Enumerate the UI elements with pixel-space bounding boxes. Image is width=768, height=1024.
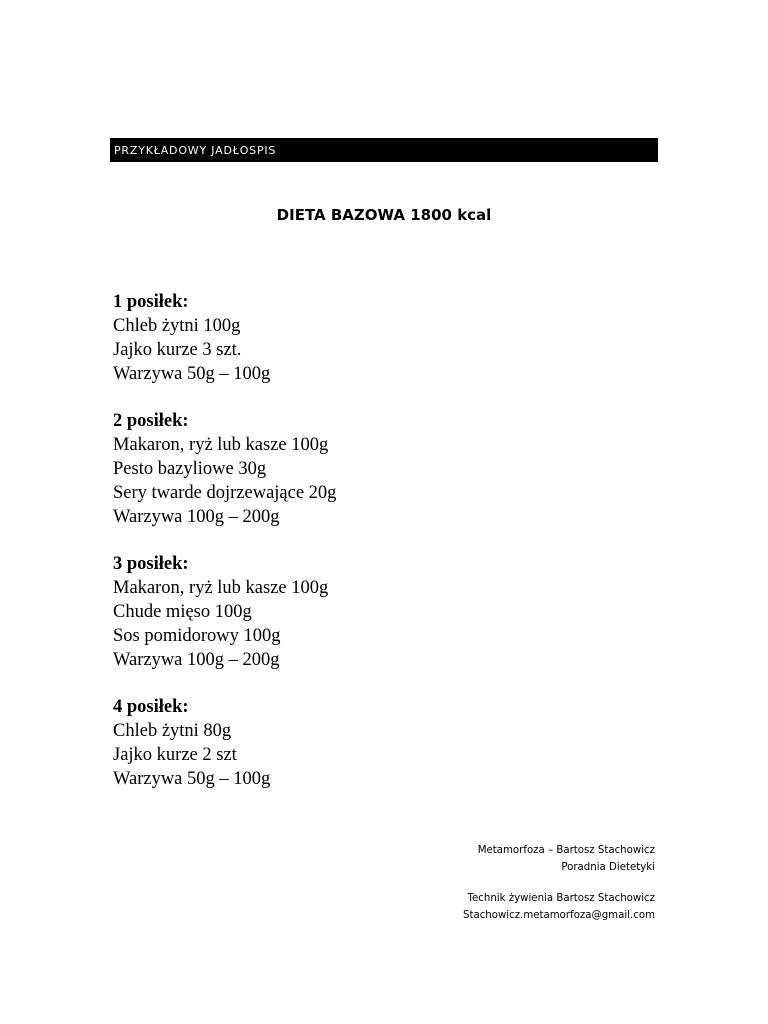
meal-title: 1 posiłek: — [113, 292, 189, 312]
meal-item: Chude mięso 100g — [113, 602, 252, 622]
contact-email: Stachowicz.metamorfoza@gmail.com — [462, 910, 655, 921]
meal-1 — [113, 290, 613, 386]
clinic-name: Metamorfoza – Bartosz Stachowicz — [477, 845, 655, 856]
meal-item: Warzywa 50g – 100g — [113, 769, 271, 789]
meal-title: 2 posiłek: — [113, 411, 189, 431]
meal-4 — [113, 695, 613, 791]
clinic-subtitle: Poradnia Dietetyki — [561, 862, 655, 873]
meal-2 — [113, 409, 613, 529]
meal-item: Warzywa 100g – 200g — [113, 650, 280, 670]
meal-item: Warzywa 50g – 100g — [113, 364, 271, 384]
meal-item: Warzywa 100g – 200g — [113, 507, 280, 527]
header-bar — [110, 138, 658, 162]
header-label: PRZYKŁADOWY JADŁOSPIS — [114, 143, 277, 157]
meal-title: 3 posiłek: — [113, 554, 189, 574]
page-title: DIETA BAZOWA 1800 kcal — [276, 206, 492, 224]
meal-title: 4 posiłek: — [113, 697, 189, 717]
footer-clinic — [335, 842, 655, 876]
meal-item: Sos pomidorowy 100g — [113, 626, 281, 646]
meal-item: Chleb żytni 100g — [113, 316, 241, 336]
meal-item: Pesto bazyliowe 30g — [113, 459, 267, 479]
meal-item: Chleb żytni 80g — [113, 721, 232, 741]
footer — [335, 842, 655, 938]
meal-list — [113, 290, 613, 814]
meal-item: Makaron, ryż lub kasze 100g — [113, 578, 329, 598]
meal-item: Makaron, ryż lub kasze 100g — [113, 435, 329, 455]
meal-item: Sery twarde dojrzewające 20g — [113, 483, 337, 503]
contact-name: Technik żywienia Bartosz Stachowicz — [467, 893, 655, 904]
meal-item: Jajko kurze 3 szt. — [113, 340, 242, 360]
footer-contact — [335, 890, 655, 924]
meal-3 — [113, 552, 613, 672]
meal-item: Jajko kurze 2 szt — [113, 745, 237, 765]
